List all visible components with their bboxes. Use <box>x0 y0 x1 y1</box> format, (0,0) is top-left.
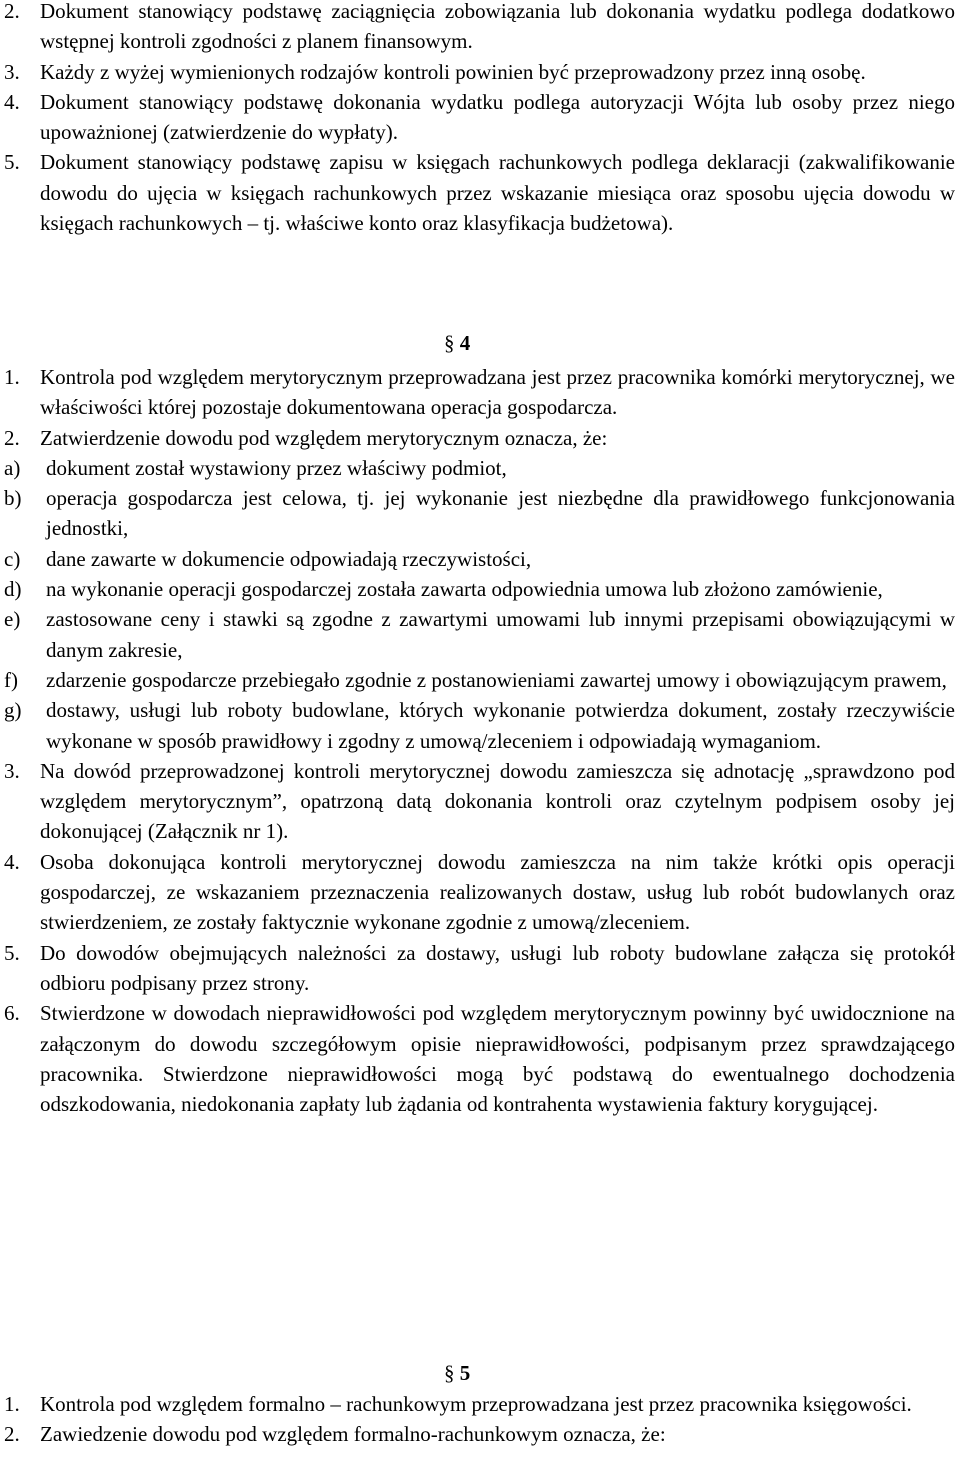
item-number: 5. <box>4 150 20 175</box>
sub-item-text: dostawy, usługi lub roboty budowlane, których wykonanie potwierdza dokument, zostały rzeczywiście wykonane w sposób prawidłowy i zgodny z umową/zleceniem i odpowiadają wymaganiom. <box>46 698 955 753</box>
sub-list-item <box>4 574 955 604</box>
sub-item-text: zdarzenie gospodarcze przebiegało zgodnie z postanowieniami zawartej umowy i obowiązującym prawem, <box>46 667 947 692</box>
item-number: 3. <box>4 59 20 84</box>
sub-item-label: c) <box>4 546 21 571</box>
list-item <box>4 1389 955 1419</box>
list-item <box>4 998 955 1119</box>
list-item <box>4 938 955 999</box>
item-number: 4. <box>4 849 20 874</box>
sub-list-item <box>4 665 955 695</box>
item-text: Dokument stanowiący podstawę dokonania wydatku podlega autoryzacji Wójta lub osoby przez niego upoważnionej (zatwierdzenie do wypłaty). <box>40 89 955 145</box>
item-number: 3. <box>4 758 20 783</box>
sub-item-text: dokument został wystawiony przez właściwy podmiot, <box>46 455 507 480</box>
paragraph-symbol: § <box>444 1361 455 1385</box>
section-5-heading <box>444 1358 470 1388</box>
item-number: 2. <box>4 1422 20 1447</box>
item-text: Na dowód przeprowadzonej kontroli merytorycznej dowodu zamieszcza się adnotację „sprawdzono pod względem merytorycznym”, opatrzoną datą dokonania kontroli oraz czytelnym podpisem osoby jej dokonującej (Załącznik nr 1). <box>40 758 955 844</box>
sub-list-item <box>4 453 955 483</box>
section-number: 5 <box>459 1361 471 1385</box>
list-item <box>4 847 955 938</box>
paragraph-symbol: § <box>444 331 455 355</box>
list-item <box>4 57 955 87</box>
sub-item-label: e) <box>4 607 21 632</box>
list-item <box>4 756 955 847</box>
section-5-body <box>4 1389 955 1450</box>
sub-item-label: g) <box>4 698 22 723</box>
item-number: 2. <box>4 0 20 23</box>
item-text: Dokument stanowiący podstawę zapisu w księgach rachunkowych podlega deklaracji (zakwalifikowanie dowodu do ujęcia w księgach rachunkowych przez wskazanie miesiąca oraz sposobu ujęcia dowodu w księgach rachunkowych – tj. właściwe konto oraz klasyfikacja budżetowa). <box>40 150 955 236</box>
item-text: Zatwierdzenie dowodu pod względem merytorycznym oznacza, że: <box>40 425 608 450</box>
sub-item-text: zastosowane ceny i stawki są zgodne z zawartymi umowami lub innymi przepisami obowiązującymi w danym zakresie, <box>46 607 955 662</box>
sub-item-text: na wykonanie operacji gospodarczej została zawarta odpowiednia umowa lub złożono zamówienie, <box>46 577 883 602</box>
item-text: Zawiedzenie dowodu pod względem formalno-rachunkowym oznacza, że: <box>40 1422 666 1447</box>
sub-list-item <box>4 483 955 544</box>
sub-item-label: f) <box>4 667 18 692</box>
item-text: Dokument stanowiący podstawę zaciągnięcia zobowiązania lub dokonania wydatku podlega dodatkowo wstępnej kontroli zgodności z planem finansowym. <box>40 0 955 54</box>
item-text: Osoba dokonująca kontroli merytorycznej dowodu zamieszcza na nim także krótki opis operacji gospodarczej, ze wskazaniem przeznaczenia realizowanych dostaw, usług lub robót budowlanych oraz stwierdzeniem, ze zostały faktycznie wykonane zgodnie z umową/zleceniem. <box>40 849 955 935</box>
sub-item-label: a) <box>4 455 21 480</box>
item-text: Do dowodów obejmujących należności za dostawy, usługi lub roboty budowlane załącza się protokół odbioru podpisany przez strony. <box>40 940 955 995</box>
item-number: 1. <box>4 1392 20 1416</box>
item-text: Kontrola pod względem merytorycznym przeprowadzana jest przez pracownika komórki merytorycznej, we właściwości której pozostaje dokumentowana operacja gospodarcza. <box>40 365 955 420</box>
sub-item-text: operacja gospodarcza jest celowa, tj. jej wykonanie jest niezbędne dla prawidłowego funkcjonowania jednostki, <box>46 486 955 541</box>
item-number: 6. <box>4 1001 20 1026</box>
list-item <box>4 362 955 423</box>
item-text: Każdy z wyżej wymienionych rodzajów kontroli powinien być przeprowadzony przez inną osobę. <box>40 59 866 84</box>
item-text: Stwierdzone w dowodach nieprawidłowości pod względem merytorycznym powinny być uwidocznione na załączonym do dowodu szczegółowym opisie nieprawidłowości, podpisanym przez sprawdzającego pracownika. Stwierdzone nieprawidłowości mogą być podstawą do ewentualnego dochodzenia odszkodowania, niedokonania zapłaty lub żądania od kontrahenta wystawienia faktury korygującej. <box>40 1001 955 1117</box>
sub-item-label: b) <box>4 486 22 511</box>
sub-item-label: d) <box>4 577 22 602</box>
list-item <box>4 147 955 238</box>
sub-list-item <box>4 544 955 574</box>
section-4-body <box>4 362 955 1119</box>
list-item <box>4 87 955 148</box>
sub-list-item <box>4 604 955 665</box>
sub-item-text: dane zawarte w dokumencie odpowiadają rzeczywistości, <box>46 546 532 571</box>
item-number: 1. <box>4 365 20 389</box>
item-text: Kontrola pod względem formalno – rachunkowym przeprowadzana jest przez pracownika księgowości. <box>40 1392 912 1416</box>
list-item <box>4 423 955 453</box>
item-number: 4. <box>4 89 20 114</box>
list-item <box>4 0 955 57</box>
sub-list-item <box>4 695 955 756</box>
list-item <box>4 1419 955 1449</box>
section-number: 4 <box>459 331 471 355</box>
item-number: 2. <box>4 425 20 450</box>
section-previous-items <box>4 0 955 238</box>
item-number: 5. <box>4 940 20 965</box>
section-4-heading <box>444 328 470 358</box>
